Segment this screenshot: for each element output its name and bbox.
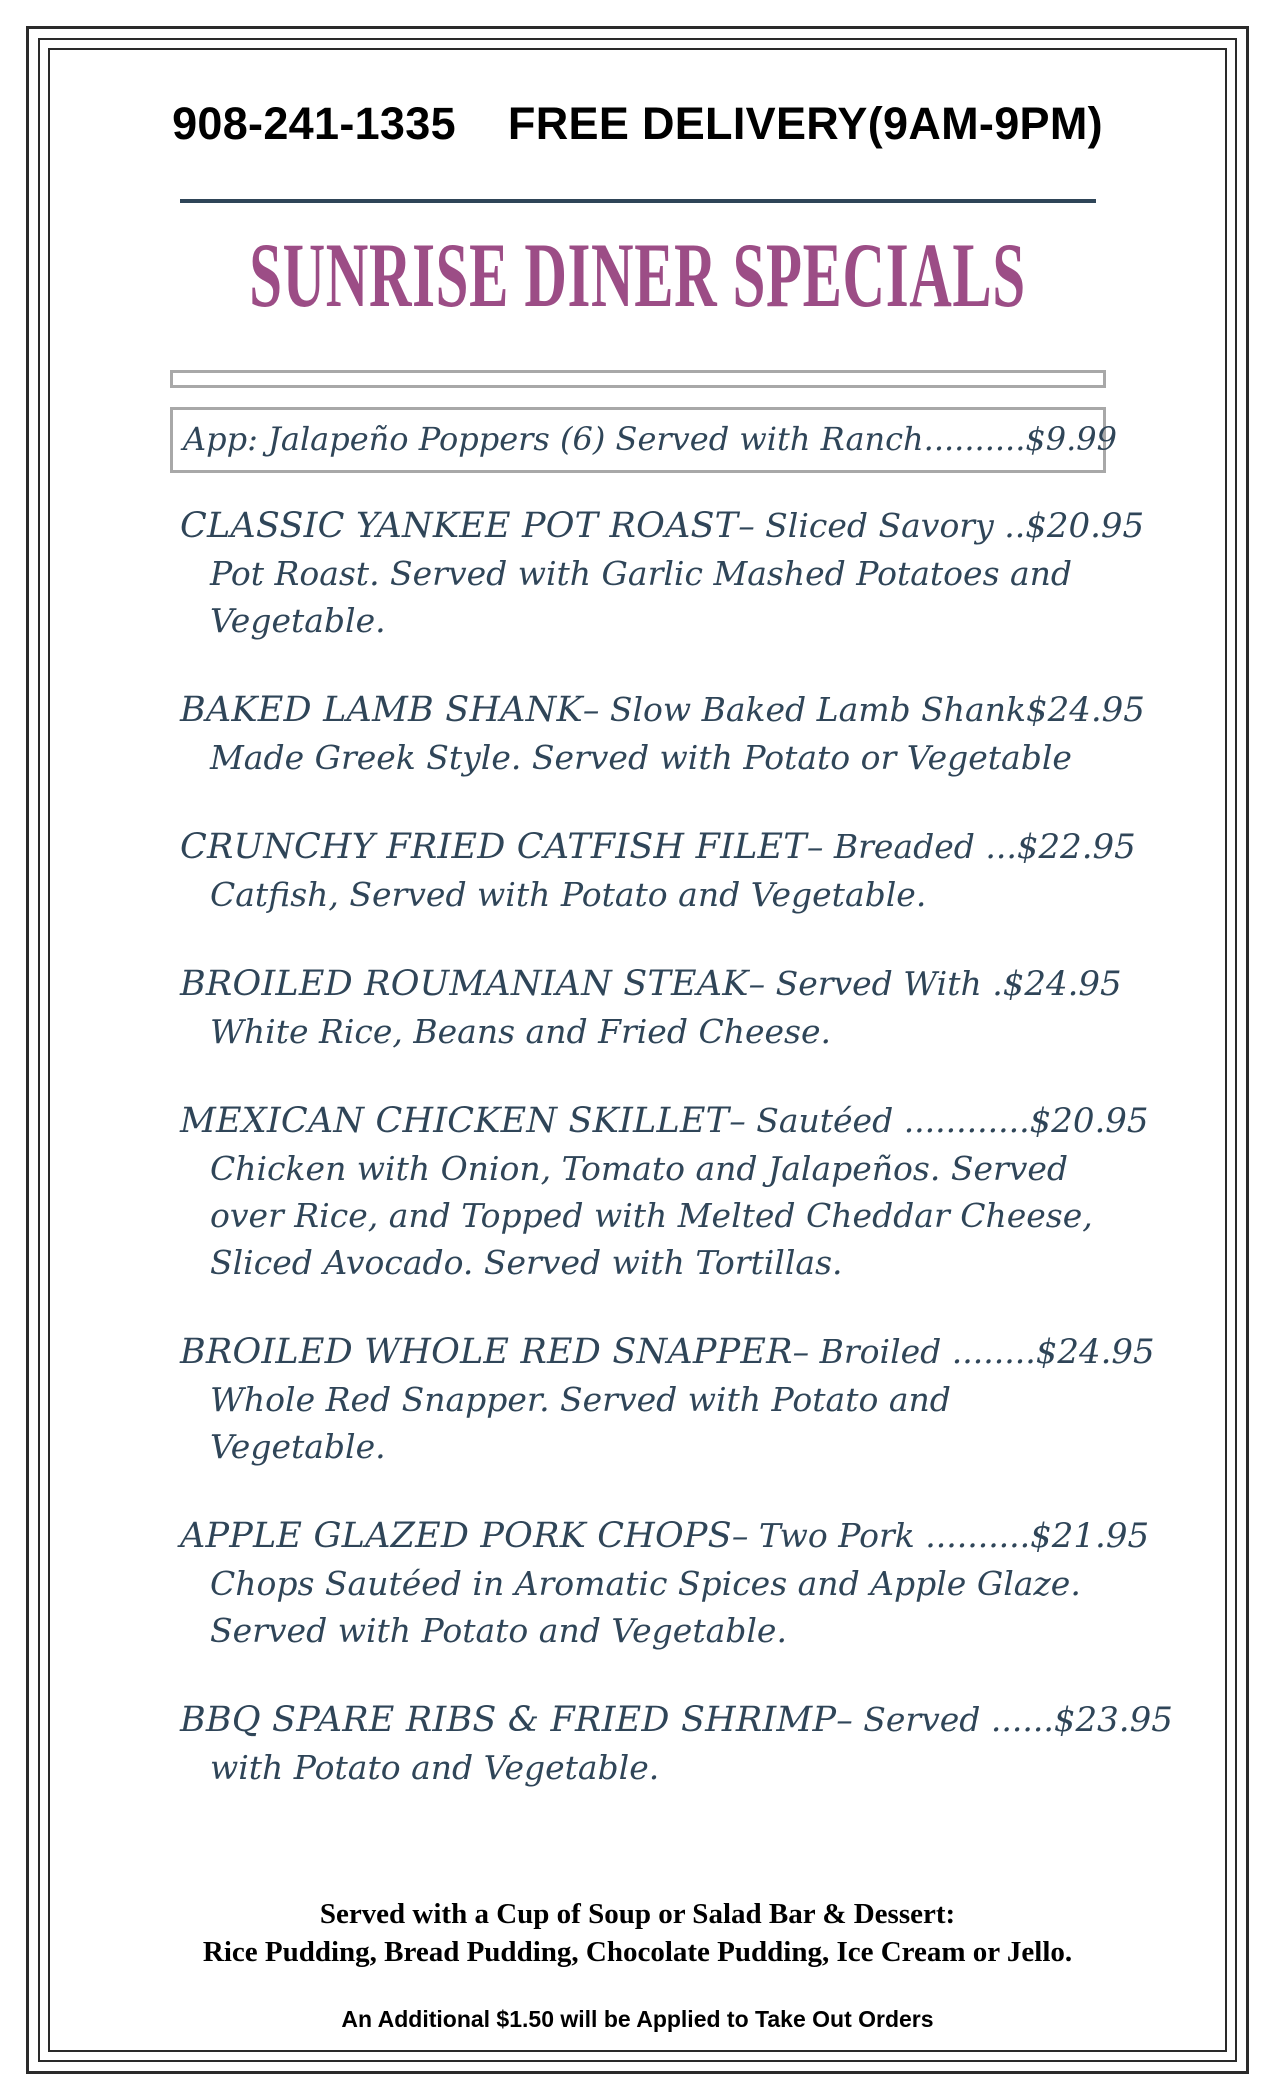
menu-item (180, 502, 1145, 686)
description-line: Vegetable. (210, 601, 386, 640)
footer-desserts-line: Rice Pudding, Bread Pudding, Chocolate Pudding, Ice Cream or Jello. (202, 1936, 1073, 1968)
item-price: $22.95 (1016, 827, 1136, 867)
description-line: Pot Roast. Served with Garlic Mashed Potatoes and (210, 554, 1073, 593)
item-description (180, 871, 1100, 918)
description-line: Vegetable. (210, 1427, 386, 1466)
item-lead: – Slow Baked Lamb Shank (582, 690, 1026, 729)
item-price: $20.95 (1029, 1101, 1149, 1141)
item-lead: – Sliced Savory .. (738, 506, 1026, 545)
menu-item (180, 1328, 1155, 1512)
menu-item (180, 960, 1122, 1097)
item-description (180, 734, 1100, 781)
phone-number: 908-241-1335 (172, 98, 456, 149)
item-price: $23.95 (1053, 1700, 1173, 1740)
delivery-info: FREE DELIVERY(9AM-9PM) (507, 98, 1103, 149)
description-line: Sliced Avocado. Served with Tortillas. (210, 1243, 843, 1282)
item-description (180, 1145, 1100, 1286)
item-lead: – Two Pork .......... (731, 1516, 1031, 1555)
item-name: BROILED WHOLE RED SNAPPER (180, 1332, 793, 1372)
item-price: $21.95 (1030, 1516, 1150, 1556)
item-price: $24.95 (1035, 1332, 1155, 1372)
title-divider (170, 370, 1106, 388)
page-title: SUNRISE DINER SPECIALS (249, 224, 1026, 326)
menu-item (180, 1512, 1150, 1696)
takeout-note: An Additional $1.50 will be Applied to Take Out Orders (341, 2006, 934, 2032)
item-price: $20.95 (1025, 506, 1145, 546)
description-line: Chicken with Onion, Tomato and Jalapeños. Served (210, 1149, 1069, 1188)
item-description (180, 1376, 1100, 1470)
footer-sides-line: Served with a Cup of Soup or Salad Bar & Dessert: (319, 1898, 956, 1930)
description-line: with Potato and Vegetable. (210, 1748, 660, 1787)
item-name: BBQ SPARE RIBS & FRIED SHRIMP (180, 1700, 837, 1740)
item-lead: – Sautéed ............ (729, 1101, 1030, 1140)
item-lead: – Breaded ... (806, 827, 1017, 866)
description-line: over Rice, and Topped with Melted Cheddar Cheese, (210, 1196, 1093, 1235)
item-name: BAKED LAMB SHANK (180, 690, 583, 730)
header-contact (0, 98, 1275, 150)
item-name: CRUNCHY FRIED CATFISH FILET (180, 827, 807, 867)
header-rule (180, 199, 1096, 203)
description-line: Chops Sautéed in Aromatic Spices and Apple Glaze. (210, 1564, 1081, 1603)
menu-item (180, 1097, 1149, 1328)
appetizer-box: App: Jalapeño Poppers (6) Served with Ranch..........$9.99 (170, 407, 1106, 473)
item-name: APPLE GLAZED PORK CHOPS (180, 1516, 732, 1556)
description-line: Catfish, Served with Potato and Vegetable. (210, 875, 927, 914)
description-line: Made Greek Style. Served with Potato or Vegetable (210, 738, 1072, 777)
item-description (180, 1744, 1100, 1791)
item-price: $24.95 (1025, 690, 1145, 730)
menu-item (180, 823, 1136, 960)
menu-item (180, 1696, 1173, 1816)
item-lead: – Served With . (748, 964, 1003, 1003)
item-name: MEXICAN CHICKEN SKILLET (180, 1101, 730, 1141)
description-line: Whole Red Snapper. Served with Potato and (210, 1380, 951, 1419)
item-lead: – Served ...... (836, 1700, 1054, 1739)
description-line: White Rice, Beans and Fried Cheese. (210, 1012, 831, 1051)
item-description (180, 1008, 1100, 1055)
item-name: CLASSIC YANKEE POT ROAST (180, 506, 739, 546)
item-description (180, 1560, 1100, 1654)
menu-item (180, 686, 1145, 823)
description-line: Served with Potato and Vegetable. (210, 1611, 787, 1650)
item-lead: – Broiled ........ (792, 1332, 1036, 1371)
menu-items (180, 502, 1173, 1816)
item-price: $24.95 (1002, 964, 1122, 1004)
item-name: BROILED ROUMANIAN STEAK (180, 964, 749, 1004)
item-description (180, 550, 1100, 644)
